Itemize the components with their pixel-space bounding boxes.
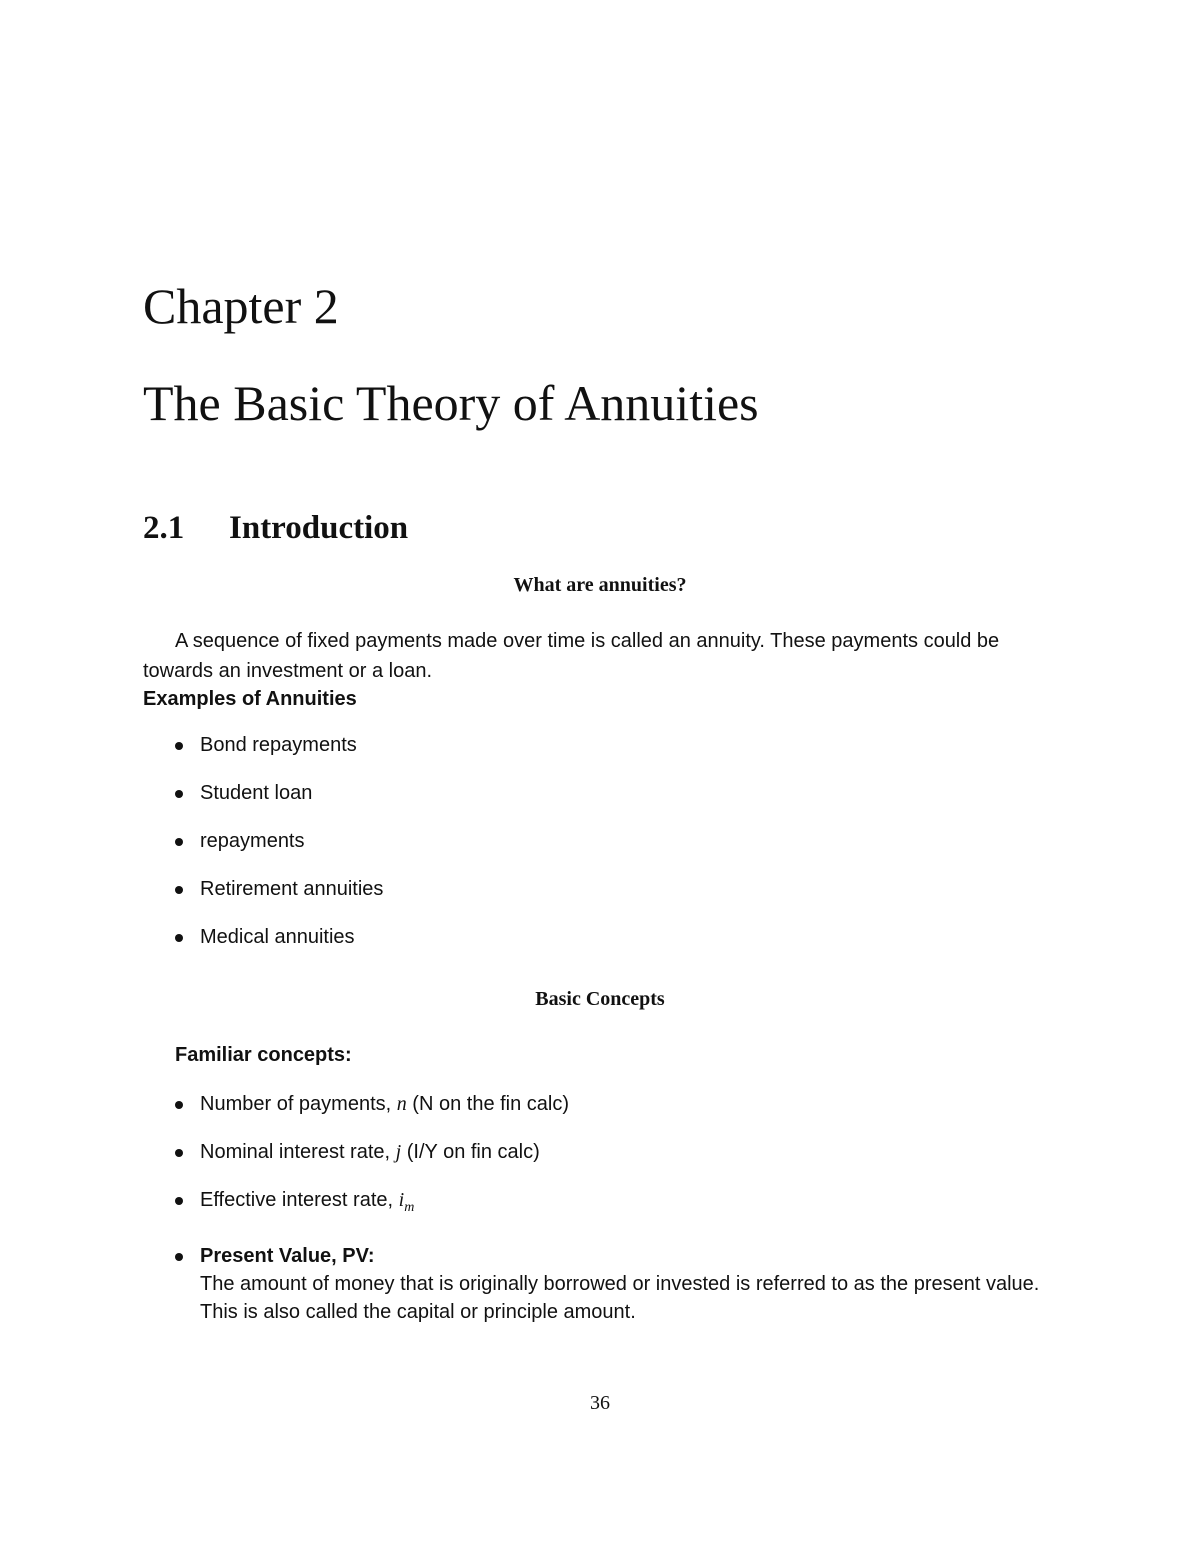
- intro-paragraph: [143, 626, 1063, 686]
- subheading-what-are-annuities: What are annuities?: [513, 574, 687, 596]
- examples-label: Examples of Annuities: [143, 688, 357, 710]
- list-item: Number of payments, n (N on the fin calc): [173, 1090, 1063, 1118]
- chapter-title: The Basic Theory of Annuities: [143, 375, 759, 431]
- list-item-present-value: [173, 1242, 1063, 1326]
- list-item: Effective interest rate, $i_m$: [173, 1186, 1063, 1222]
- math-subscript: m: [404, 1200, 415, 1215]
- section-heading: [143, 508, 408, 548]
- bullet-icon: [175, 742, 183, 750]
- math-symbol: j: [395, 1141, 402, 1163]
- concepts-list: [173, 1090, 1063, 1326]
- section-number: 2.1: [143, 510, 185, 546]
- section-title: Introduction: [229, 510, 409, 546]
- bullet-icon: [175, 1149, 183, 1157]
- examples-list: [173, 731, 1063, 951]
- bullet-icon: [175, 934, 183, 942]
- bullet-icon: [175, 886, 183, 894]
- present-value-description: The amount of money that is originally borrowed or invested is referred to as the present value. This is also called the capital or principle amount.: [200, 1273, 1040, 1323]
- list-item: Bond repayments: [173, 731, 1063, 759]
- bullet-icon: [175, 1197, 183, 1205]
- bullet-icon: [175, 1253, 183, 1261]
- list-item: Medical annuities: [173, 923, 1063, 951]
- list-item: Student loan: [173, 779, 1063, 807]
- bullet-icon: [175, 790, 183, 798]
- familiar-concepts-label: Familiar concepts:: [175, 1044, 352, 1066]
- chapter-label: Chapter 2: [143, 278, 339, 334]
- present-value-label: Present Value, PV:: [200, 1245, 375, 1267]
- list-item: repayments: [173, 827, 1063, 855]
- math-symbol: i: [398, 1189, 405, 1211]
- list-item: Retirement annuities: [173, 875, 1063, 903]
- math-symbol: n: [396, 1093, 407, 1115]
- page-number: 36: [590, 1392, 610, 1414]
- intro-paragraph-text: A sequence of fixed payments made over time is called an annuity. These payments could be towards an investment or a loan.: [143, 630, 1000, 682]
- bullet-icon: [175, 838, 183, 846]
- list-item: Nominal interest rate, j (I/Y on fin calc): [173, 1138, 1063, 1166]
- bullet-icon: [175, 1101, 183, 1109]
- subheading-basic-concepts: Basic Concepts: [535, 988, 665, 1010]
